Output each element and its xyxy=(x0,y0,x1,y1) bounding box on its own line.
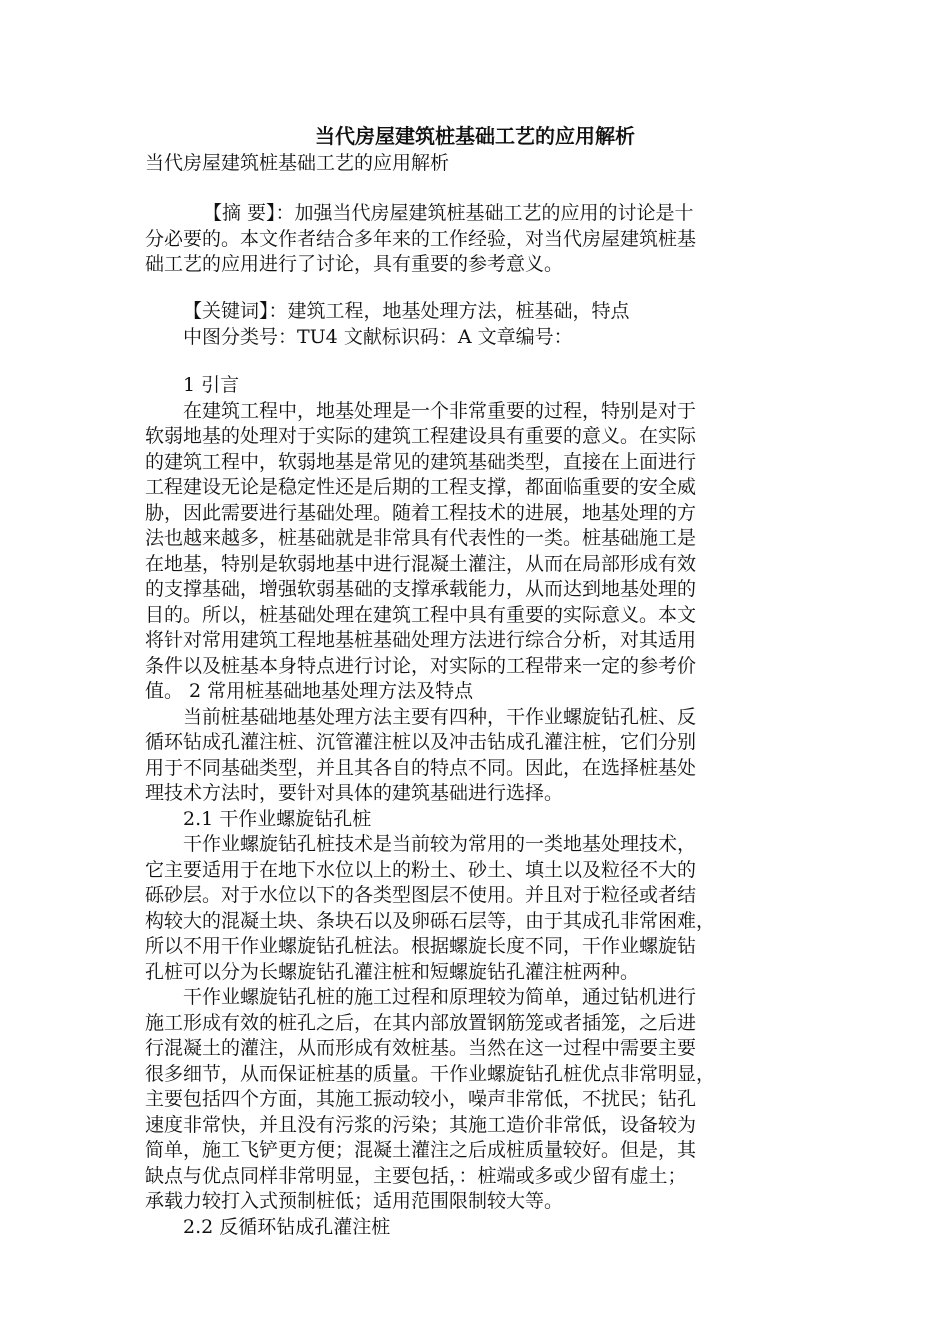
paragraph-line: 承载力较打入式预制桩低；适用范围限制较大等。 xyxy=(145,1190,564,1212)
paragraph-line: 简单，施工飞铲更方便；混凝土灌注之后成桩质量较好。但是，其 xyxy=(145,1139,697,1161)
paragraph-line: 所以不用干作业螺旋钻孔桩法。根据螺旋长度不同，干作业螺旋钻 xyxy=(145,935,697,957)
main-body xyxy=(145,373,800,1240)
paragraph-line: 砾砂层。对于水位以下的各类型图层不使用。并且对于粒径或者结 xyxy=(145,884,697,906)
paragraph-line: 的建筑工程中，软弱地基是常见的建筑基础类型，直接在上面进行 xyxy=(145,450,697,473)
paragraph-line: 当前桩基础地基处理方法主要有四种，干作业螺旋钻孔桩、反 xyxy=(183,705,697,728)
keywords-block xyxy=(145,299,800,350)
paragraph-line: 胁，因此需要进行基础处理。随着工程技术的进展，地基处理的方 xyxy=(145,501,697,524)
paragraph-line: 工程建设无论是稳定性还是后期的工程支撑，都面临重要的安全威 xyxy=(145,476,697,498)
paragraph-line: 理技术方法时，要针对具体的建筑基础进行选择。 xyxy=(145,782,564,804)
paragraph-line: 条件以及桩基本身特点进行讨论，对实际的工程带来一定的参考价 xyxy=(145,654,697,677)
paragraph-line: 值。 2 常用桩基础地基处理方法及特点 xyxy=(145,680,474,702)
paragraph-line: 干作业螺旋钻孔桩的施工过程和原理较为简单，通过钻机进行 xyxy=(183,986,697,1008)
paragraph-line: 孔桩可以分为长螺旋钻孔灌注桩和短螺旋钻孔灌注桩两种。 xyxy=(145,960,640,983)
paragraph-line: 干作业螺旋钻孔桩技术是当前较为常用的一类地基处理技术， xyxy=(183,833,697,855)
paragraph-line: 将针对常用建筑工程地基桩基础处理方法进行综合分析，对其适用 xyxy=(145,629,697,651)
paragraph-line: 目的。所以，桩基础处理在建筑工程中具有重要的实际意义。本文 xyxy=(145,603,697,626)
paragraph-line: 缺点与优点同样非常明显，主要包括，：桩端或多或少留有虚土； xyxy=(145,1164,687,1187)
document-title: 当代房屋建筑桩基础工艺的应用解析 xyxy=(315,124,635,148)
paragraph-line: 速度非常快，并且没有污浆的污染；其施工造价非常低，设备较为 xyxy=(145,1113,697,1136)
abstract-block xyxy=(145,201,800,278)
classification-line: 中图分类号：TU4 文献标识码：A 文章编号： xyxy=(183,325,573,348)
paragraph-line: 法也越来越多，桩基础就是非常具有代表性的一类。桩基础施工是 xyxy=(145,527,697,549)
paragraph-line: 施工形成有效的桩孔之后，在其内部放置钢筋笼或者插笼，之后进 xyxy=(145,1011,697,1034)
abstract-line: 础工艺的应用进行了讨论，具有重要的参考意义。 xyxy=(145,253,564,275)
section-heading: 2.1 干作业螺旋钻孔桩 xyxy=(183,807,372,830)
paragraph-line: 的支撑基础，增强软弱基础的支撑承载能力，从而达到地基处理的 xyxy=(145,578,697,600)
paragraph-line: 构较大的混凝土块、条块石以及卵砾石层等，由于其成孔非常困难， xyxy=(145,909,716,932)
abstract-line: 【摘 要】：加强当代房屋建筑桩基础工艺的应用的讨论是十 xyxy=(203,202,694,224)
document-subtitle: 当代房屋建筑桩基础工艺的应用解析 xyxy=(145,152,450,174)
paragraph-line: 在建筑工程中，地基处理是一个非常重要的过程，特别是对于 xyxy=(183,399,697,422)
paragraph-line: 软弱地基的处理对于实际的建筑工程建设具有重要的意义。在实际 xyxy=(145,425,697,447)
section-heading: 1 引言 xyxy=(183,374,240,396)
paragraph-line: 用于不同基础类型，并且其各自的特点不同。因此，在选择桩基处 xyxy=(145,756,697,779)
paragraph-line: 在地基，特别是软弱地基中进行混凝土灌注，从而在局部形成有效 xyxy=(145,552,697,575)
paragraph-line: 循环钻成孔灌注桩、沉管灌注桩以及冲击钻成孔灌注桩，它们分别 xyxy=(145,731,697,753)
section-heading: 2.2 反循环钻成孔灌注桩 xyxy=(183,1215,391,1238)
paragraph-line: 很多细节，从而保证桩基的质量。干作业螺旋钻孔桩优点非常明显， xyxy=(145,1062,716,1085)
abstract-line: 分必要的。本文作者结合多年来的工作经验，对当代房屋建筑桩基 xyxy=(145,227,697,250)
keywords-line: 【关键词】：建筑工程，地基处理方法，桩基础，特点 xyxy=(183,300,630,322)
paragraph-line: 主要包括四个方面，其施工振动较小，噪声非常低，不扰民；钻孔 xyxy=(145,1088,697,1110)
paragraph-line: 它主要适用于在地下水位以上的粉土、砂土、填土以及粒径不大的 xyxy=(145,858,697,881)
paragraph-line: 行混凝土的灌注，从而形成有效桩基。当然在这一过程中需要主要 xyxy=(145,1037,697,1059)
